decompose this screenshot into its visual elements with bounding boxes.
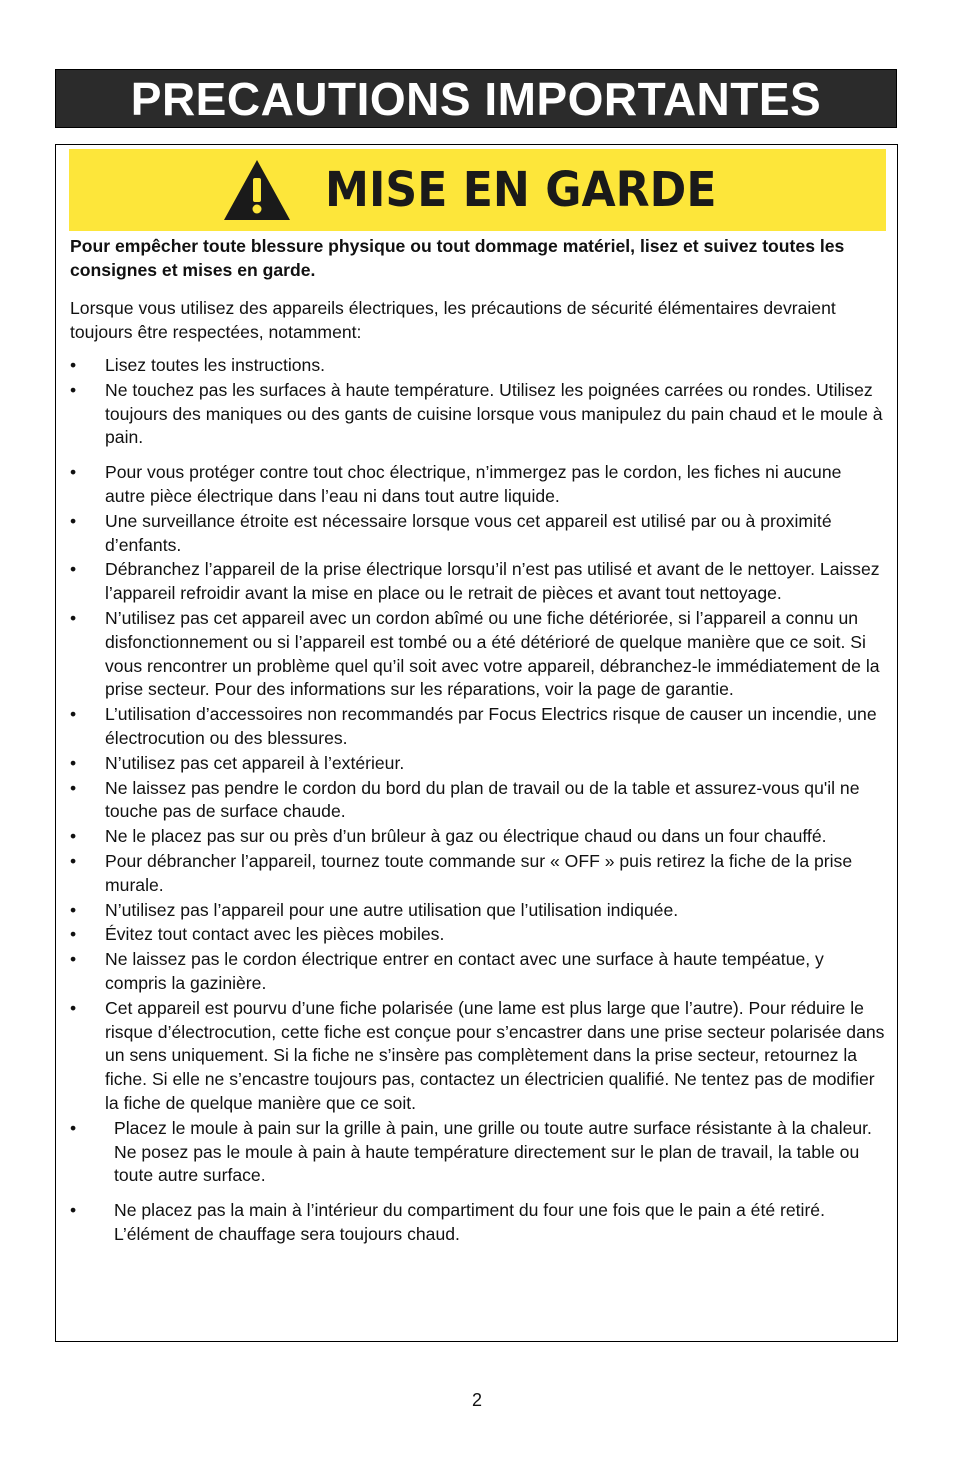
list-item bbox=[70, 923, 885, 947]
list-item-text: Débranchez l’appareil de la prise électrique lorsqu’il n’est pas utilisé et avant de le nettoyer. Laissez l’appareil refroidir avant la mise en place ou le retrait de pièces et avant tout nettoyage. bbox=[105, 559, 880, 604]
bullet-icon: • bbox=[70, 1200, 77, 1221]
list-item bbox=[70, 850, 885, 898]
bullet-icon: • bbox=[70, 997, 77, 1018]
bullet-icon: • bbox=[70, 379, 77, 400]
list-item bbox=[70, 558, 885, 606]
list-item-text: Cet appareil est pourvu d’une fiche polarisée (une lame est plus large que l’autre). Pour réduire le risque d’électrocution, cette fiche est conçue pour s’encastrer dans une prise secteur polarisée dans un sens uniquement. Si la fiche ne s’insère pas complètement dans la prise secteur, retournez la fiche. Si elle ne s’encastre toujours pas, contactez un électricien qualifié. Ne tentez pas de modifier la fiche de quelque manière que ce soit. bbox=[105, 997, 885, 1113]
bullet-icon: • bbox=[70, 462, 77, 483]
bullet-icon: • bbox=[70, 559, 77, 580]
bullet-icon: • bbox=[70, 899, 77, 920]
list-item bbox=[70, 825, 885, 849]
list-item-text: Ne placez pas la main à l’intérieur du compartiment du four une fois que le pain a été retiré. L’élément de chauffage sera toujours chaud. bbox=[114, 1200, 825, 1244]
bullet-icon: • bbox=[70, 510, 77, 531]
bullet-icon: • bbox=[70, 1117, 77, 1138]
list-item-text: Lisez toutes les instructions. bbox=[105, 355, 326, 375]
list-item-text: Une surveillance étroite est nécessaire lorsque vous cet appareil est utilisé par ou à proximité d’enfants. bbox=[105, 510, 832, 555]
list-item bbox=[70, 607, 885, 702]
precautions-box bbox=[55, 144, 898, 1342]
list-item bbox=[70, 1199, 885, 1247]
list-item-text: L’utilisation d’accessoires non recommandés par Focus Electrics risque de causer un incendie, une électrocution ou des blessures. bbox=[105, 704, 877, 748]
warning-triangle-icon bbox=[222, 158, 292, 222]
list-item-text: Placez le moule à pain sur la grille à pain, une grille ou toute autre surface résistante à la chaleur. Ne posez pas le moule à pain à haute température directement sur le plan de travail, la table ou toute autre surface. bbox=[114, 1117, 872, 1186]
list-item-text: Pour vous protéger contre tout choc électrique, n’immergez pas le cordon, les fiches ni aucune autre pièce électrique dans l’eau ni dans tout autre liquide. bbox=[105, 462, 842, 506]
list-item-text: Ne touchez pas les surfaces à haute température. Utilisez les poignées carrées ou rondes. Utilisez toujours des maniques ou des gants de cuisine lorsque vous manipulez du pain chaud et le moule à pain. bbox=[105, 379, 883, 448]
warning-label: MISE EN GARDE bbox=[324, 162, 717, 218]
list-item bbox=[70, 948, 885, 996]
bullet-icon: • bbox=[70, 777, 77, 798]
page-title: PRECAUTIONS IMPORTANTES bbox=[130, 72, 822, 125]
list-item bbox=[70, 510, 885, 558]
list-item-text: Évitez tout contact avec les pièces mobiles. bbox=[105, 924, 445, 945]
list-item-text: Pour débrancher l’appareil, tournez toute commande sur « OFF » puis retirez la fiche de la prise murale. bbox=[105, 850, 853, 895]
list-item bbox=[70, 752, 885, 776]
list-item-text: Ne laissez pas pendre le cordon du bord du plan de travail ou de la table et assurez-vous qu'il ne touche pas de surface chaude. bbox=[105, 777, 860, 822]
intro-text: Lorsque vous utilisez des appareils électriques, les précautions de sécurité élémentaires devraient toujours être respectées, notamment: bbox=[70, 298, 836, 342]
page-number: 2 bbox=[471, 1390, 482, 1410]
list-item-text: N’utilisez pas cet appareil à l’extérieur. bbox=[105, 752, 405, 773]
bullet-icon: • bbox=[70, 850, 77, 871]
bullet-icon: • bbox=[70, 949, 77, 970]
list-item-text: Ne laissez pas le cordon électrique entrer en contact avec une surface à haute tempéatue, y compris la gazinière. bbox=[105, 949, 824, 993]
bullet-icon: • bbox=[70, 607, 77, 628]
list-item bbox=[70, 777, 885, 825]
intro-bold-text: Pour empêcher toute blessure physique ou tout dommage matériel, lisez et suivez toutes les consignes et mises en garde. bbox=[70, 236, 845, 280]
list-item bbox=[70, 379, 885, 450]
precautions-list bbox=[70, 354, 885, 1248]
title-bar bbox=[55, 69, 897, 128]
list-item bbox=[70, 1117, 885, 1188]
list-item-text: Ne le placez pas sur ou près d’un brûleur à gaz ou électrique chaud ou dans un four chauffé. bbox=[105, 826, 827, 847]
list-item bbox=[70, 997, 885, 1116]
list-item bbox=[70, 703, 885, 751]
bullet-icon: • bbox=[70, 924, 77, 945]
list-item bbox=[70, 899, 885, 923]
bullet-icon: • bbox=[70, 704, 77, 725]
list-item-text: N’utilisez pas l’appareil pour une autre utilisation que l’utilisation indiquée. bbox=[105, 899, 679, 920]
warning-banner bbox=[69, 149, 886, 231]
bullet-icon: • bbox=[70, 752, 77, 773]
list-item bbox=[70, 461, 885, 509]
bullet-icon: • bbox=[70, 355, 77, 375]
list-item-text: N’utilisez pas cet appareil avec un cordon abîmé ou une fiche détériorée, si l’appareil a connu un disfonctionnement ou si l’appareil est tombé ou a été détérioré de quelque manière que ce soit. Si vous rencontrer un problème quel qu’il soit avec votre appareil, débranchez-le immédiatement de la prise secteur. Pour des informations sur les réparations, voir la page de garantie. bbox=[105, 607, 880, 700]
bullet-icon: • bbox=[70, 826, 77, 847]
list-item bbox=[70, 354, 885, 378]
